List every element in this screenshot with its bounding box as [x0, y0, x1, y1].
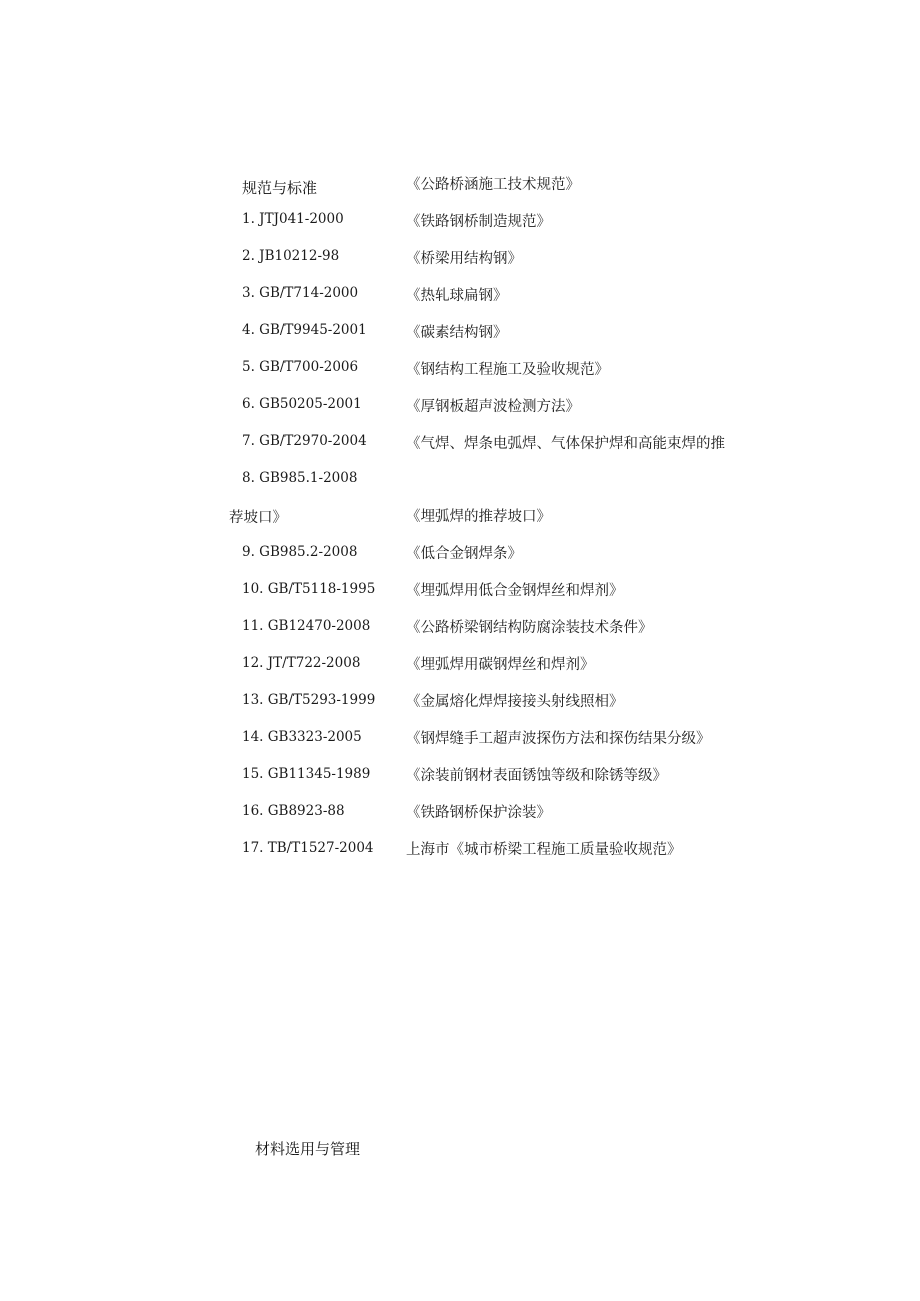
standard-title: 《埋弧焊的推荐坡口》 — [406, 509, 551, 525]
standard-code: 16. GB8923-88 — [242, 803, 345, 819]
standard-title: 《铁路钢桥制造规范》 — [406, 214, 551, 230]
standard-title: 《铁路钢桥保护涂装》 — [406, 805, 551, 821]
standard-code: 13. GB/T5293-1999 — [242, 692, 376, 708]
section-heading-materials: 材料选用与管理 — [255, 1140, 361, 1158]
standard-title: 《气焊、焊条电弧焊、气体保护焊和高能束焊的推 — [406, 436, 725, 452]
standard-code: 12. JT/T722-2008 — [242, 655, 361, 671]
standard-title: 《低合金钢焊条》 — [406, 546, 522, 562]
standard-title: 《公路桥梁钢结构防腐涂装技术条件》 — [406, 620, 653, 636]
section-heading-standards: 规范与标准 — [242, 179, 318, 197]
standard-code: 7. GB/T2970-2004 — [242, 433, 367, 449]
standard-title: 《公路桥涵施工技术规范》 — [406, 177, 580, 193]
standard-title: 《钢焊缝手工超声波探伤方法和探伤结果分级》 — [406, 731, 711, 747]
standard-code: 5. GB/T700-2006 — [242, 359, 359, 375]
standard-title: 《桥梁用结构钢》 — [406, 251, 522, 267]
wrapped-title-continuation: 荐坡口》 — [229, 510, 287, 526]
standard-title: 《厚钢板超声波检测方法》 — [406, 399, 580, 415]
standard-title: 《热轧球扁钢》 — [406, 288, 508, 304]
standard-code: 9. GB985.2-2008 — [242, 544, 358, 560]
standard-title: 《涂装前钢材表面锈蚀等级和除锈等级》 — [406, 768, 667, 784]
standard-code: 1. JTJ041-2000 — [242, 211, 344, 227]
standard-code: 3. GB/T714-2000 — [242, 285, 359, 301]
standard-code: 10. GB/T5118-1995 — [242, 581, 376, 597]
standard-title: 《碳素结构钢》 — [406, 325, 508, 341]
standard-title: 《埋弧焊用低合金钢焊丝和焊剂》 — [406, 583, 624, 599]
standard-code: 14. GB3323-2005 — [242, 729, 362, 745]
standard-title: 《埋弧焊用碳钢焊丝和焊剂》 — [406, 657, 595, 673]
standard-code: 15. GB11345-1989 — [242, 766, 371, 782]
standard-code: 4. GB/T9945-2001 — [242, 322, 367, 338]
standard-code: 6. GB50205-2001 — [242, 396, 362, 412]
standard-code: 17. TB/T1527-2004 — [242, 840, 374, 856]
standard-code: 2. JB10212-98 — [242, 248, 340, 264]
standard-code: 8. GB985.1-2008 — [242, 470, 358, 486]
standard-title: 上海市《城市桥梁工程施工质量验收规范》 — [406, 842, 682, 858]
standard-title: 《钢结构工程施工及验收规范》 — [406, 362, 609, 378]
standard-code: 11. GB12470-2008 — [242, 618, 371, 634]
standard-title: 《金属熔化焊焊接接头射线照相》 — [406, 694, 624, 710]
